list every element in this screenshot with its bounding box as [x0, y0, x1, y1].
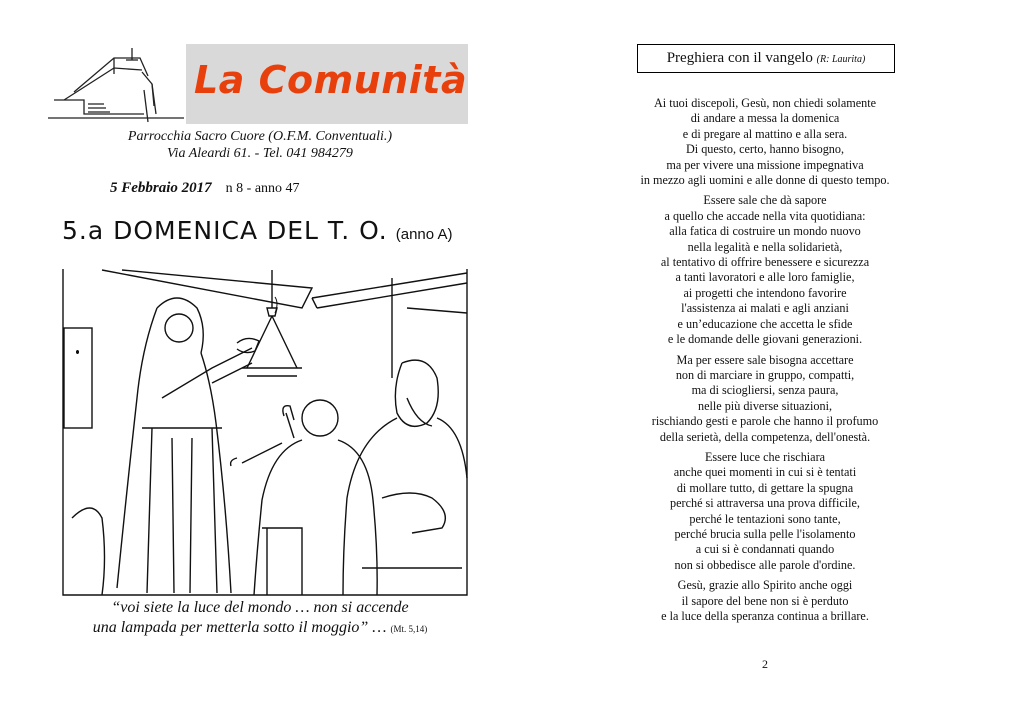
prayer-line: perché si attraversa una prova difficile, [670, 496, 860, 511]
prayer-line: di andare a messa la domenica [690, 111, 840, 126]
prayer-line: ma per vivere una missione impegnativa [666, 157, 864, 172]
prayer-line: Ma per essere sale bisogna accettare [676, 352, 854, 367]
prayer-line: nelle più diverse situazioni, [697, 398, 833, 413]
prayer-line: della serietà, della competenza, dell'onestà. [659, 429, 871, 444]
gospel-illustration [62, 268, 468, 596]
prayer-line: a tanti lavoratori e alle loro famiglie, [675, 270, 855, 285]
gospel-reference: (Mt. 5,14) [390, 624, 428, 634]
prayer-stanza [610, 193, 920, 347]
issue-info [110, 180, 440, 197]
sunday-title: 5.a DOMENICA DEL T. O. [62, 216, 388, 245]
prayer-line: al tentativo di offrire benessere e sicurezza [660, 255, 870, 270]
gospel-quote-line1: “voi siete la luce del mondo … non si accende [111, 599, 409, 616]
prayer-line: e di pregare al mattino e alla sera. [682, 126, 848, 141]
prayer-line: Essere sale che dà sapore [703, 193, 827, 208]
prayer-title: Preghiera con il vangelo [666, 50, 813, 66]
liturgical-year: (anno A) [395, 226, 453, 243]
prayer-stanza [610, 353, 920, 445]
prayer-line: Di questo, certo, hanno bisogno, [685, 142, 845, 157]
prayer-line: perché brucia sulla pelle l'isolamento [674, 526, 856, 541]
prayer-line: non si obbedisce alle parole d'ordine. [674, 557, 856, 572]
prayer-line: nella legalità e nella solidarietà, [687, 239, 843, 254]
prayer-line: il sapore del bene non si è perduto [681, 593, 849, 608]
parish-name: Parrocchia Sacro Cuore (O.F.M. Conventuali.) [127, 129, 393, 144]
parish-address: Via Aleardi 61. - Tel. 041 984279 [167, 146, 353, 161]
prayer-line: in mezzo agli uomini e alle donne di questo tempo. [640, 173, 890, 188]
prayer-title-box [637, 44, 895, 73]
issue-date: 5 Febbraio 2017 [110, 180, 212, 196]
prayer-line: Gesù, grazie allo Spirito anche oggi [677, 578, 853, 593]
prayer-line: a cui si è condannati quando [695, 542, 835, 557]
issue-number: n 8 - anno 47 [225, 181, 300, 196]
prayer-text [610, 96, 920, 629]
church-logo [44, 44, 186, 124]
prayer-line: Ai tuoi discepoli, Gesù, non chiedi solamente [653, 96, 877, 110]
prayer-line: e la luce della speranza continua a brillare. [661, 609, 869, 623]
gospel-quote-text: una lampada per metterla sotto il moggio” … [92, 619, 387, 636]
newsletter-title: La Comunità [194, 58, 468, 102]
prayer-line: ai progetti che intendono favorire [683, 285, 847, 300]
masthead-banner [186, 44, 468, 124]
prayer-line: l'assistenza ai malati e agli anziani [681, 301, 849, 316]
prayer-line: perché le tentazioni sono tante, [689, 511, 841, 526]
prayer-stanza [610, 578, 920, 624]
prayer-line: e le domande delle giovani generazioni. [667, 332, 863, 347]
prayer-line: non di marciare in gruppo, compatti, [675, 367, 855, 382]
prayer-line: e un’educazione che accetta le sfide [677, 316, 853, 331]
prayer-line: alla fatica di costruire un mondo nuovo [669, 224, 861, 239]
prayer-line: anche quei momenti in cui si è tentati [673, 465, 857, 480]
gospel-quote-line2 [50, 618, 470, 639]
prayer-line: rischiando gesti e parole che hanno il profumo [651, 414, 879, 429]
prayer-stanza [610, 450, 920, 573]
prayer-line: Essere luce che rischiara [704, 449, 826, 464]
prayer-line: a quello che accade nella vita quotidiana: [664, 208, 866, 223]
sunday-heading [62, 216, 452, 245]
prayer-stanza [610, 96, 920, 188]
prayer-author: (R: Laurita) [816, 54, 866, 65]
page-number: 2 [762, 657, 768, 671]
prayer-line: ma di sciogliersi, senza paura, [691, 383, 839, 398]
prayer-line: di mollare tutto, di gettare la spugna [676, 480, 854, 495]
